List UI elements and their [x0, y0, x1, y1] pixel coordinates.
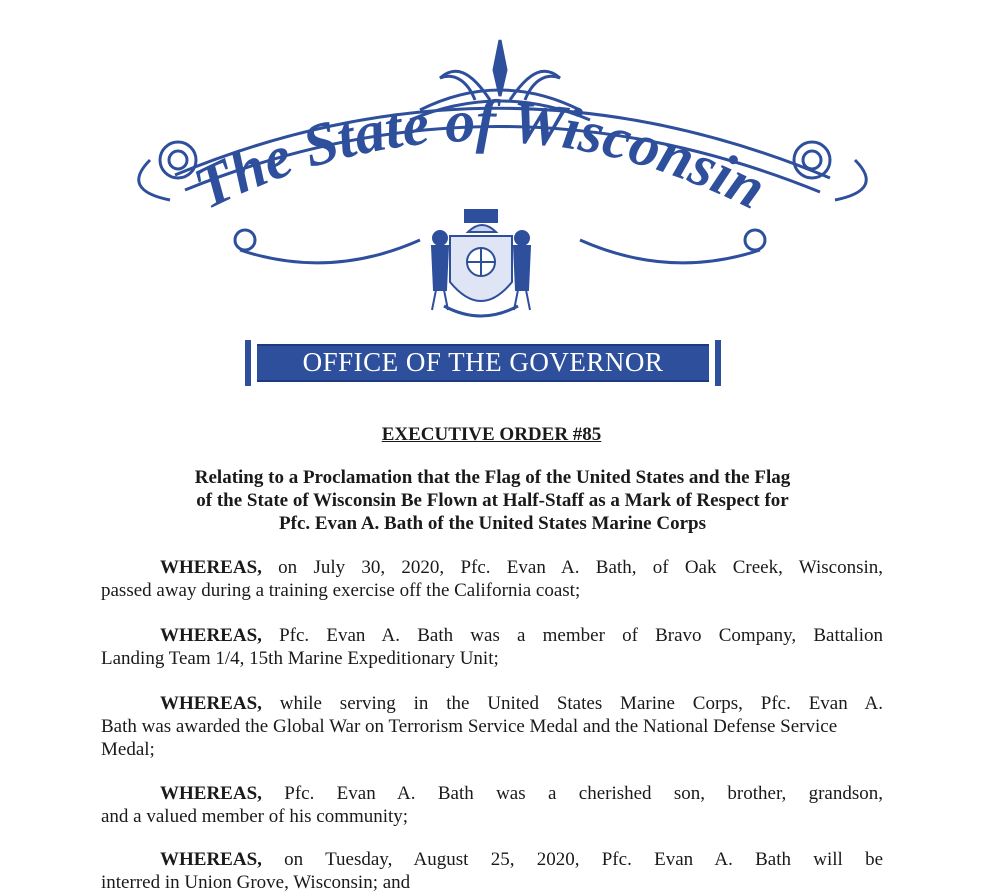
whereas-paragraph-1	[101, 556, 883, 602]
paragraph-text: passed away during a training exercise off the California coast;	[101, 580, 581, 601]
office-banner	[245, 340, 721, 386]
whereas-keyword: WHEREAS,	[160, 849, 262, 870]
subject-line: Pfc. Evan A. Bath of the United States Marine Corps	[279, 513, 706, 534]
paragraph-text: Pfc. Evan A. Bath was a member of Bravo Company, Battalion	[279, 625, 883, 646]
wisconsin-state-seal-icon	[432, 210, 530, 316]
executive-order-title: EXECUTIVE ORDER #85	[381, 424, 602, 445]
whereas-keyword: WHEREAS,	[160, 783, 262, 804]
whereas-keyword: WHEREAS,	[160, 557, 262, 578]
whereas-paragraph-4	[101, 782, 883, 828]
paragraph-text: and a valued member of his community;	[101, 806, 409, 827]
whereas-paragraph-5	[101, 848, 883, 894]
order-subject	[95, 466, 890, 535]
paragraph-text: on Tuesday, August 25, 2020, Pfc. Evan A. Bath will be	[284, 849, 884, 870]
paragraph-text: on July 30, 2020, Pfc. Evan A. Bath, of Oak Creek, Wisconsin,	[278, 557, 883, 578]
subject-line: Relating to a Proclamation that the Flag of the United States and the Flag	[194, 467, 791, 488]
whereas-keyword: WHEREAS,	[160, 693, 262, 714]
whereas-paragraph-2	[101, 624, 883, 670]
letterhead	[0, 0, 1004, 400]
subject-line: of the State of Wisconsin Be Flown at Half-Staff as a Mark of Respect for	[196, 490, 789, 511]
state-heading: The State of Wisconsin	[184, 87, 776, 222]
paragraph-text: while serving in the United States Marine Corps, Pfc. Evan A.	[279, 693, 883, 714]
whereas-paragraph-3	[101, 692, 883, 761]
office-title: OFFICE OF THE GOVERNOR	[302, 347, 664, 377]
whereas-keyword: WHEREAS,	[160, 625, 262, 646]
paragraph-text: Pfc. Evan A. Bath was a cherished son, brother, grandson,	[284, 783, 884, 804]
paragraph-text: Bath was awarded the Global War on Terrorism Service Medal and the National Defense Service Medal;	[101, 716, 838, 760]
paragraph-text: interred in Union Grove, Wisconsin; and	[101, 872, 411, 893]
paragraph-text: Landing Team 1/4, 15th Marine Expeditionary Unit;	[101, 648, 499, 669]
